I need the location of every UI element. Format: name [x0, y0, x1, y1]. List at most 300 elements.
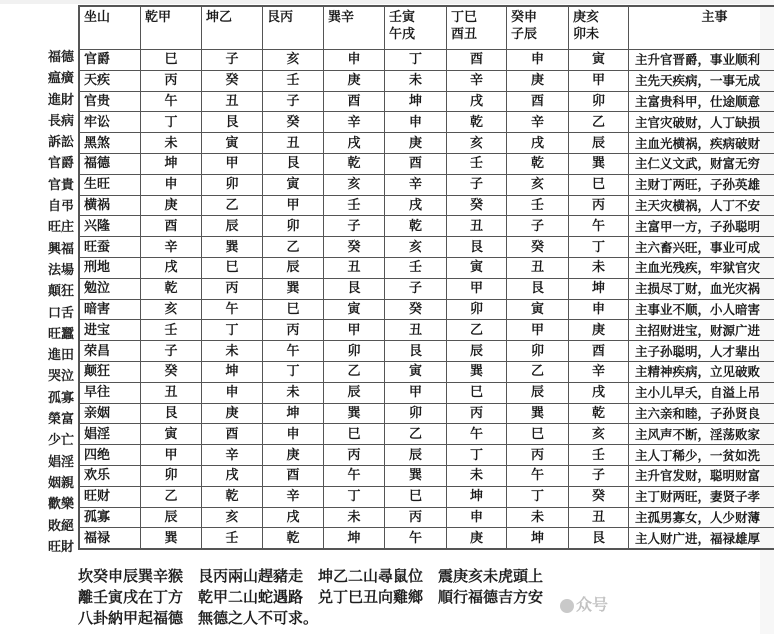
watermark-text: 众号: [576, 595, 609, 614]
header-col-4: [324, 6, 385, 50]
cell-branch: 申: [202, 382, 263, 403]
table-row: [79, 278, 774, 299]
cell-branch: 乙: [385, 424, 447, 445]
cell-branch: 巽: [507, 403, 569, 424]
cell-branch: 戌: [141, 257, 202, 278]
side-label: 官貴: [47, 177, 74, 193]
side-label: 官爵: [47, 156, 74, 172]
cell-branch: 寅: [569, 50, 629, 71]
cell-branch: 午: [569, 216, 629, 237]
cell-name: 横祸: [79, 195, 141, 216]
cell-branch: 寅: [263, 174, 324, 195]
verse-line-3: 八卦納甲起福德 無德之人不可求。: [78, 609, 319, 627]
verse-line-2: 離壬寅戌在丁方 乾甲二山蛇遇路 兑丁巳丑向雞鄉 順行福德吉方安: [78, 588, 544, 606]
cell-name: 福禄: [79, 528, 141, 549]
cell-description: 主富贵科甲，仕途顺意: [629, 91, 774, 112]
cell-branch: 丑: [569, 507, 629, 528]
cell-branch: 坤: [507, 528, 569, 549]
cell-branch: 子: [141, 341, 202, 362]
cell-branch: 卯: [141, 465, 202, 486]
cell-branch: 壬: [202, 528, 263, 549]
cell-name: 官爵: [79, 50, 141, 71]
header-label-line: 壬寅: [389, 10, 416, 25]
cell-description: 主血光横祸，疾病破财: [629, 133, 774, 154]
cell-branch: 巽: [141, 528, 202, 549]
cell-branch: 辛: [385, 174, 447, 195]
table-row: [79, 216, 774, 237]
watermark-logo-icon: [560, 599, 574, 613]
cell-branch: 子: [569, 465, 629, 486]
side-label: 少亡: [47, 433, 74, 449]
cell-branch: 未: [385, 70, 447, 91]
cell-name: 官贵: [79, 91, 141, 112]
cell-branch: 艮: [263, 153, 324, 174]
cell-branch: 丙: [385, 507, 447, 528]
cell-branch: 酉: [141, 216, 202, 237]
side-label: 哭泣: [47, 369, 74, 385]
cell-branch: 辰: [202, 216, 263, 237]
cell-description: 主精神疾病，立见破败: [629, 361, 774, 382]
cell-branch: 卯: [324, 341, 385, 362]
cell-branch: 乙: [202, 195, 263, 216]
cell-branch: 巳: [141, 50, 202, 71]
header-main-matter: [629, 6, 774, 50]
side-label: 長病: [47, 113, 74, 129]
cell-description: 主天灾横祸，人丁不安: [629, 195, 774, 216]
cell-branch: 巳: [507, 424, 569, 445]
cell-branch: 申: [263, 424, 324, 445]
cell-branch: 未: [447, 465, 507, 486]
header-col-7: [507, 6, 569, 50]
cell-branch: 乙: [447, 320, 507, 341]
table-row: [79, 257, 774, 278]
cell-branch: 巽: [324, 403, 385, 424]
cell-branch: 坤: [447, 486, 507, 507]
top-edge-band: [0, 0, 774, 4]
cell-name: 暗害: [79, 299, 141, 320]
cell-branch: 乾: [324, 153, 385, 174]
cell-description: 主仁义文武，财富无穷: [629, 153, 774, 174]
header-col-0: [79, 6, 141, 50]
cell-branch: 丁: [141, 112, 202, 133]
cell-branch: 庚: [324, 70, 385, 91]
cell-branch: 乾: [141, 278, 202, 299]
verse-line-1: 坎癸申辰巽辛猴 艮丙兩山趕豬走 坤乙二山尋鼠位 震庚亥未虎頭上: [78, 567, 544, 585]
cell-name: 荣昌: [79, 341, 141, 362]
side-label: 顛狂: [47, 284, 74, 300]
watermark: [560, 592, 608, 615]
cell-branch: 午: [324, 465, 385, 486]
header-col-5: [385, 6, 447, 50]
cell-branch: 丁: [385, 50, 447, 71]
cell-branch: 乙: [324, 361, 385, 382]
cell-branch: 乙: [141, 486, 202, 507]
table-row: [79, 382, 774, 403]
cell-branch: 丁: [263, 361, 324, 382]
cell-branch: 申: [324, 50, 385, 71]
cell-branch: 巽: [202, 237, 263, 258]
cell-description: 主富甲一方，子孙聪明: [629, 216, 774, 237]
table-body: [79, 50, 774, 550]
side-label: 榮富: [47, 412, 74, 428]
table-row: [79, 341, 774, 362]
table-row: [79, 528, 774, 549]
cell-branch: 卯: [385, 403, 447, 424]
cell-description: 主风声不断，淫荡败家: [629, 424, 774, 445]
cell-branch: 艮: [569, 528, 629, 549]
cell-branch: 巽: [447, 361, 507, 382]
cell-branch: 未: [507, 507, 569, 528]
cell-description: 主子孙聪明，人才辈出: [629, 341, 774, 362]
cell-branch: 坤: [324, 528, 385, 549]
cell-branch: 坤: [263, 403, 324, 424]
table-row: [79, 424, 774, 445]
cell-branch: 丙: [569, 195, 629, 216]
header-col-6: [447, 6, 507, 50]
table-row: [79, 50, 774, 71]
verse-block: [78, 566, 543, 629]
cell-branch: 丁: [569, 237, 629, 258]
table-row: [79, 195, 774, 216]
table-row: [79, 237, 774, 258]
cell-branch: 辛: [507, 112, 569, 133]
header-label-line: 巽辛: [328, 10, 355, 25]
cell-branch: 甲: [202, 153, 263, 174]
cell-branch: 丁: [507, 486, 569, 507]
cell-description: 主丁财两旺，妻贤子孝: [629, 486, 774, 507]
cell-branch: 申: [447, 507, 507, 528]
cell-branch: 庚: [141, 195, 202, 216]
cell-branch: 壬: [447, 153, 507, 174]
cell-branch: 甲: [141, 445, 202, 466]
cell-branch: 戌: [569, 382, 629, 403]
cell-name: 天疾: [79, 70, 141, 91]
cell-branch: 寅: [324, 299, 385, 320]
cell-branch: 辛: [447, 70, 507, 91]
header-col-8: [569, 6, 629, 50]
cell-branch: 艮: [141, 403, 202, 424]
cell-branch: 辰: [263, 257, 324, 278]
header-col-3: [263, 6, 324, 50]
cell-branch: 癸: [141, 361, 202, 382]
cell-name: 娼淫: [79, 424, 141, 445]
cell-name: 牢讼: [79, 112, 141, 133]
header-col-1: [141, 6, 202, 50]
cell-branch: 戌: [263, 507, 324, 528]
cell-branch: 丑: [324, 257, 385, 278]
cell-branch: 乾: [385, 216, 447, 237]
cell-branch: 艮: [324, 278, 385, 299]
cell-branch: 庚: [263, 445, 324, 466]
cell-branch: 丙: [324, 445, 385, 466]
header-label-line: 午戌: [389, 27, 416, 42]
cell-branch: 癸: [507, 237, 569, 258]
cell-branch: 午: [447, 424, 507, 445]
cell-branch: 子: [263, 91, 324, 112]
side-label: 姻親: [47, 475, 74, 491]
cell-branch: 辛: [569, 361, 629, 382]
cell-branch: 庚: [569, 320, 629, 341]
cell-branch: 坤: [385, 91, 447, 112]
cell-branch: 未: [141, 133, 202, 154]
cell-branch: 艮: [202, 112, 263, 133]
cell-branch: 辰: [569, 133, 629, 154]
header-label-line: 子辰: [511, 27, 538, 42]
cell-branch: 巽: [569, 153, 629, 174]
cell-branch: 丑: [447, 216, 507, 237]
cell-branch: 戌: [202, 465, 263, 486]
table-row: [79, 133, 774, 154]
cell-branch: 丙: [141, 70, 202, 91]
cell-branch: 丑: [263, 133, 324, 154]
cell-name: 欢乐: [79, 465, 141, 486]
cell-description: 主六畜兴旺，事业可成: [629, 237, 774, 258]
cell-branch: 辰: [324, 382, 385, 403]
cell-branch: 戌: [507, 133, 569, 154]
side-label: 娼淫: [47, 454, 74, 470]
side-label: 福德: [47, 50, 74, 65]
cell-branch: 酉: [324, 91, 385, 112]
cell-branch: 丑: [141, 382, 202, 403]
cell-name: 旺蚕: [79, 237, 141, 258]
side-label: 自弔: [47, 199, 74, 215]
cell-branch: 巳: [324, 424, 385, 445]
table-row: [79, 486, 774, 507]
cell-name: 孤寡: [79, 507, 141, 528]
cell-name: 旺财: [79, 486, 141, 507]
cell-branch: 酉: [263, 465, 324, 486]
cell-branch: 坤: [569, 278, 629, 299]
cell-branch: 甲: [324, 320, 385, 341]
cell-branch: 壬: [385, 257, 447, 278]
cell-branch: 壬: [324, 195, 385, 216]
cell-branch: 丁: [447, 445, 507, 466]
cell-branch: 戌: [385, 195, 447, 216]
cell-branch: 子: [507, 216, 569, 237]
cell-branch: 巳: [202, 257, 263, 278]
cell-branch: 癸: [447, 195, 507, 216]
cell-branch: 辛: [324, 112, 385, 133]
cell-branch: 未: [324, 507, 385, 528]
cell-branch: 癸: [324, 237, 385, 258]
cell-branch: 未: [202, 341, 263, 362]
table-row: [79, 112, 774, 133]
cell-branch: 壬: [569, 445, 629, 466]
cell-branch: 午: [263, 341, 324, 362]
cell-branch: 癸: [263, 112, 324, 133]
side-label: 歡樂: [47, 497, 74, 513]
cell-branch: 卯: [447, 299, 507, 320]
cell-branch: 辰: [385, 445, 447, 466]
cell-description: 主财丁两旺，子孙英雄: [629, 174, 774, 195]
cell-name: 福德: [79, 153, 141, 174]
cell-branch: 申: [569, 299, 629, 320]
cell-branch: 巳: [447, 382, 507, 403]
cell-branch: 艮: [507, 278, 569, 299]
table-row: [79, 174, 774, 195]
cell-branch: 乾: [569, 403, 629, 424]
cell-branch: 亥: [569, 424, 629, 445]
cell-branch: 壬: [507, 195, 569, 216]
cell-branch: 亥: [324, 174, 385, 195]
cell-branch: 甲: [447, 278, 507, 299]
side-label: 進財: [47, 92, 74, 108]
header-label-line: 乾甲: [145, 10, 172, 25]
cell-description: 主六亲和睦，子孙贤良: [629, 403, 774, 424]
cell-branch: 庚: [385, 133, 447, 154]
table-row: [79, 70, 774, 91]
table-row: [79, 507, 774, 528]
side-label: 瘟癀: [47, 71, 74, 87]
cell-branch: 乾: [202, 486, 263, 507]
cell-branch: 申: [507, 50, 569, 71]
cell-branch: 甲: [507, 320, 569, 341]
cell-branch: 坤: [141, 153, 202, 174]
side-label: 興福: [47, 241, 74, 257]
cell-description: 主血光残疾，牢狱官灾: [629, 257, 774, 278]
cell-branch: 丙: [447, 403, 507, 424]
cell-branch: 寅: [507, 299, 569, 320]
cell-branch: 巳: [385, 486, 447, 507]
cell-description: 主小儿早夭，自溢上吊: [629, 382, 774, 403]
cell-branch: 酉: [569, 341, 629, 362]
cell-branch: 未: [569, 257, 629, 278]
side-label: 敗絕: [47, 518, 74, 534]
header-label-line: 坐山: [84, 10, 111, 25]
cell-name: 亲姻: [79, 403, 141, 424]
cell-name: 四绝: [79, 445, 141, 466]
side-label: 進田: [47, 348, 74, 364]
cell-branch: 辰: [507, 382, 569, 403]
cell-branch: 午: [141, 91, 202, 112]
cell-branch: 申: [141, 174, 202, 195]
cell-branch: 庚: [447, 528, 507, 549]
cell-description: 主人财广进，福禄雄厚: [629, 528, 774, 549]
cell-branch: 亥: [202, 507, 263, 528]
cell-branch: 壬: [263, 70, 324, 91]
cell-branch: 戌: [447, 91, 507, 112]
cell-branch: 乙: [569, 112, 629, 133]
side-label: 旺庄: [47, 220, 74, 236]
cell-branch: 子: [202, 50, 263, 71]
side-label: 孤寡: [47, 390, 74, 406]
cell-description: 主人丁稀少，一贫如洗: [629, 445, 774, 466]
cell-branch: 丙: [263, 320, 324, 341]
cell-description: 主升官发财，聪明财富: [629, 465, 774, 486]
table-row: [79, 299, 774, 320]
cell-branch: 亥: [263, 50, 324, 71]
cell-branch: 辛: [202, 445, 263, 466]
cell-branch: 艮: [385, 341, 447, 362]
header-label-line: 主事: [701, 10, 728, 25]
table-row: [79, 91, 774, 112]
cell-branch: 癸: [202, 70, 263, 91]
header-label-line: 丁巳: [451, 10, 478, 25]
cell-branch: 壬: [141, 320, 202, 341]
cell-branch: 酉: [447, 50, 507, 71]
cell-branch: 亥: [447, 133, 507, 154]
cell-branch: 甲: [385, 382, 447, 403]
cell-name: 早往: [79, 382, 141, 403]
cell-branch: 子: [447, 174, 507, 195]
cell-branch: 酉: [385, 153, 447, 174]
cell-description: 主孤男寡女，人少财薄: [629, 507, 774, 528]
cell-branch: 巽: [263, 278, 324, 299]
cell-name: 黑煞: [79, 133, 141, 154]
cell-description: 主官灾破财，人丁缺损: [629, 112, 774, 133]
cell-branch: 癸: [385, 299, 447, 320]
cell-branch: 艮: [447, 237, 507, 258]
header-label-line: 艮丙: [267, 10, 294, 25]
cell-branch: 丁: [324, 486, 385, 507]
header-label-line: 坤乙: [206, 10, 233, 25]
cell-description: 主损尽丁财，血光灾祸: [629, 278, 774, 299]
cell-name: 进宝: [79, 320, 141, 341]
cell-description: 主招财进宝，财源广进: [629, 320, 774, 341]
cell-description: 主升官晋爵，事业顺利: [629, 50, 774, 71]
cell-branch: 庚: [507, 70, 569, 91]
cell-branch: 卯: [202, 174, 263, 195]
cell-name: 刑地: [79, 257, 141, 278]
table-row: [79, 445, 774, 466]
cell-branch: 酉: [202, 424, 263, 445]
cell-branch: 未: [263, 382, 324, 403]
cell-branch: 丙: [507, 445, 569, 466]
side-label: 口舌: [47, 305, 74, 321]
side-label: 法場: [47, 262, 74, 278]
cell-branch: 丑: [507, 257, 569, 278]
cell-branch: 子: [385, 278, 447, 299]
cell-branch: 辰: [447, 341, 507, 362]
cell-branch: 甲: [569, 70, 629, 91]
cell-branch: 寅: [385, 361, 447, 382]
header-label-line: 酉丑: [451, 27, 478, 42]
fude-table: [78, 5, 774, 550]
cell-branch: 癸: [569, 486, 629, 507]
side-labels-column: [28, 47, 74, 558]
cell-name: 兴隆: [79, 216, 141, 237]
cell-branch: 亥: [141, 299, 202, 320]
cell-branch: 寅: [141, 424, 202, 445]
table-row: [79, 153, 774, 174]
cell-branch: 丙: [202, 278, 263, 299]
cell-branch: 寅: [447, 257, 507, 278]
cell-branch: 辛: [263, 486, 324, 507]
table-row: [79, 403, 774, 424]
header-label-line: 卯未: [573, 27, 600, 42]
cell-branch: 丁: [202, 320, 263, 341]
cell-branch: 亥: [507, 174, 569, 195]
cell-branch: 申: [385, 112, 447, 133]
header-col-2: [202, 6, 263, 50]
cell-branch: 午: [385, 528, 447, 549]
cell-branch: 丑: [202, 91, 263, 112]
cell-branch: 卯: [569, 91, 629, 112]
cell-branch: 子: [324, 216, 385, 237]
cell-branch: 酉: [507, 91, 569, 112]
cell-name: 生旺: [79, 174, 141, 195]
cell-branch: 乙: [507, 361, 569, 382]
cell-branch: 甲: [263, 195, 324, 216]
cell-branch: 巳: [263, 299, 324, 320]
cell-branch: 乾: [507, 153, 569, 174]
cell-description: 主事业不顺，小人暗害: [629, 299, 774, 320]
table-row: [79, 361, 774, 382]
cell-branch: 巽: [385, 465, 447, 486]
cell-branch: 乙: [263, 237, 324, 258]
cell-branch: 巳: [569, 174, 629, 195]
cell-branch: 卯: [507, 341, 569, 362]
